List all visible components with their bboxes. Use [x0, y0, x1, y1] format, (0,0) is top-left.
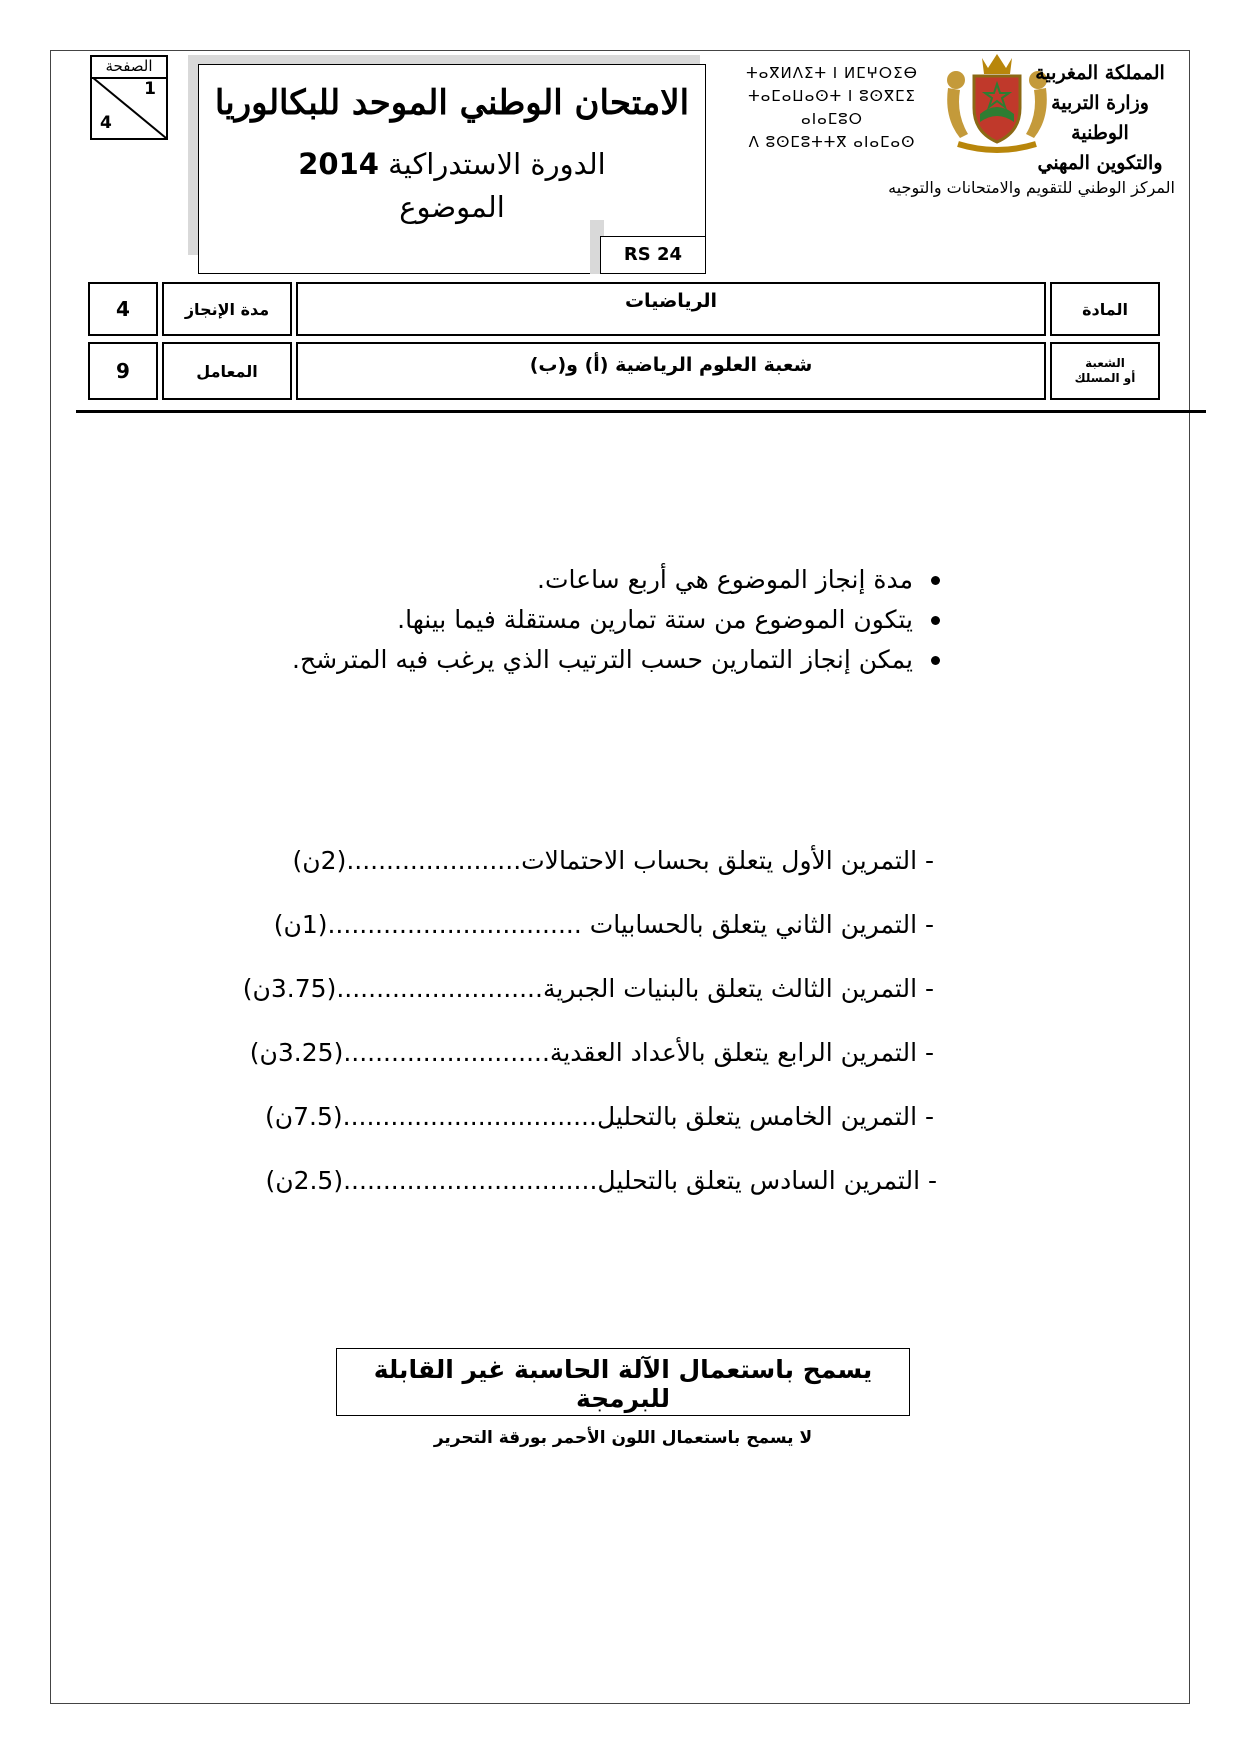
- instruction-item: يمكن إنجاز التمارين حسب الترتيب الذي يرغب فيه المترشح.: [240, 640, 940, 680]
- instruction-item: يتكون الموضوع من ستة تمارين مستقلة فيما بينها.: [240, 600, 940, 640]
- stream-label: الشعبة أو المسلك: [1050, 342, 1160, 400]
- coefficient-label: المعامل: [162, 342, 292, 400]
- exercise-5: - التمرين الخامس يتعلق بالتحليل................................(7.5ن): [265, 1102, 934, 1131]
- exercise-1: - التمرين الأول يتعلق بحساب الاحتمالات......................(2ن): [292, 846, 934, 875]
- exam-year: 2014: [298, 147, 379, 181]
- header-rule: [76, 410, 1206, 413]
- instruction-item: مدة إنجاز الموضوع هي أربع ساعات.: [240, 560, 940, 600]
- page-total: 4: [100, 113, 112, 133]
- page-label: الصفحة: [92, 57, 166, 79]
- subject-value: الرياضيات: [296, 282, 1046, 336]
- exercise-2: - التمرين الثاني يتعلق بالحسابيات ................................(1ن): [273, 910, 934, 939]
- instructions-list: [240, 560, 940, 680]
- exam-code: RS 24: [600, 236, 706, 274]
- page-indicator: [90, 55, 168, 140]
- ministry-header: المملكة المغربية وزارة التربية الوطنية والتكوين المهني: [1035, 62, 1165, 174]
- page-current: 1: [144, 79, 156, 99]
- duration-value: 4: [88, 282, 158, 336]
- exam-session: الدورة الاستدراكية 2014: [298, 147, 606, 181]
- subject-label: المادة: [1050, 282, 1160, 336]
- red-color-note: لا يسمح باستعمال اللون الأحمر بورقة التحرير: [433, 1428, 813, 1448]
- calculator-note: يسمح باستعمال الآلة الحاسبة غير القابلة للبرمجة: [336, 1348, 910, 1416]
- exercise-6: - التمرين السادس يتعلق بالتحليل................................(2.5ن): [265, 1166, 937, 1195]
- stream-value: شعبة العلوم الرياضية (أ) و(ب): [296, 342, 1046, 400]
- exam-title: الامتحان الوطني الموحد للبكالوريا: [214, 83, 690, 123]
- exercise-3: - التمرين الثالث يتعلق بالبنيات الجبرية..........................(3.75ن): [242, 974, 934, 1003]
- tifinagh-header: ⵜⴰⴳⵍⴷⵉⵜ ⵏ ⵍⵎⵖⵔⵉⴱ ⵜⴰⵎⴰⵡⴰⵙⵜ ⵏ ⵓⵙⴳⵎⵉ ⴰⵏⴰⵎⵓⵔ ⴷ ⵓⵙⵎⵓⵜⵜⴳ ⴰⵏⴰⵎⴰⵙ: [746, 64, 918, 151]
- subject-word: الموضوع: [399, 190, 505, 224]
- exercise-4: - التمرين الرابع يتعلق بالأعداد العقدية..........................(3.25ن): [249, 1038, 934, 1067]
- center-name: المركز الوطني للتقويم والامتحانات والتوجيه: [888, 178, 1175, 197]
- duration-label: مدة الإنجاز: [162, 282, 292, 336]
- coefficient-value: 9: [88, 342, 158, 400]
